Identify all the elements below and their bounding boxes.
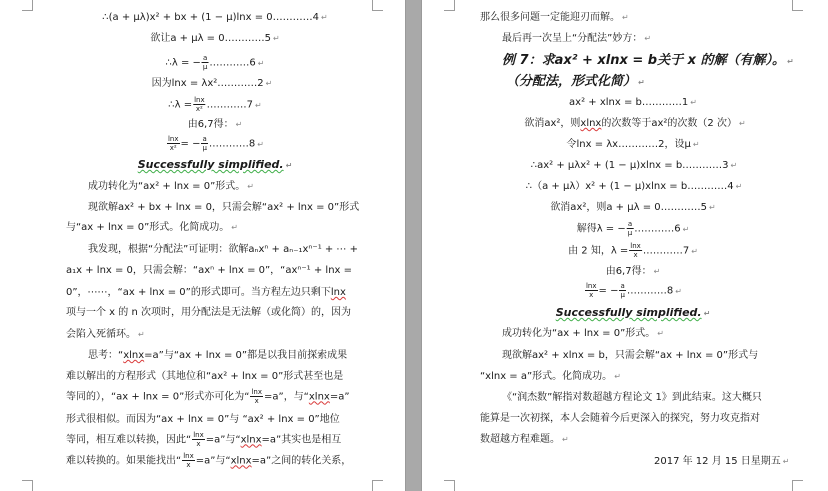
crop-mark-bottom-left (22, 480, 33, 491)
paragraph-line (88, 181, 254, 193)
fraction (202, 54, 208, 71)
paragraph-text: =a”，与“ (264, 391, 309, 403)
fraction-numerator: lnx (251, 388, 262, 396)
paragraph-line (66, 287, 346, 299)
paragraph-line (502, 328, 664, 340)
derive-line (606, 266, 661, 278)
paragraph-text: =a”与“ (195, 455, 231, 467)
paragraph-text: 能算是一次初探，本人会随着今后更深入的探究，努力攻克指对 (480, 413, 760, 424)
paragraph-text: “xlnx = a”形式。化简成功。 (480, 371, 613, 382)
paragraph-line (66, 222, 238, 234)
paragraph-text: =a”与“ax + lnx = 0”都是以我目前探索成果 (144, 350, 348, 361)
fraction (250, 388, 263, 405)
paragraph-text: 现欲解ax² + xlnx = b，只需会解“ax + lnx = 0”形式与 (502, 350, 759, 361)
fraction-numerator: lnx (194, 96, 205, 104)
crop-mark-bottom-right (792, 480, 803, 491)
equation-6-text: ∴λ = − (165, 57, 201, 69)
fraction (629, 242, 642, 259)
fraction-denominator: x (589, 291, 594, 299)
fraction-denominator: μ (620, 291, 625, 299)
fraction (182, 452, 195, 469)
equation-6 (166, 54, 265, 72)
paragraph-text: 成功转化为“ax + lnx = 0”形式。 (502, 328, 656, 339)
paragraph-text: 难以解出的方程形式（其地位和“ax² + lnx = 0”形式甚至也是 (66, 371, 344, 382)
fraction (167, 135, 180, 152)
fraction (192, 431, 205, 448)
equation-8 (166, 135, 264, 153)
crop-mark-top-right (372, 0, 383, 11)
paragraph-mark: ↵ (247, 182, 254, 191)
spellcheck-word: xlnx (580, 118, 602, 129)
paragraph-mark: ↵ (691, 246, 698, 256)
paragraph-line (502, 33, 651, 45)
paragraph-mark: ↵ (692, 140, 700, 149)
fraction-numerator: lnx (183, 452, 194, 460)
paragraph-text: 等同的），“ax + lnx = 0”形式亦可化为“ (66, 391, 250, 403)
equation-3 (531, 160, 737, 172)
paragraph-mark: ↵ (675, 286, 683, 296)
paragraph-mark: ↵ (638, 78, 645, 87)
paragraph-text: 现欲解ax² + bx + lnx = 0，只需会解“ax² + lnx = 0”形式 (88, 202, 360, 213)
fraction-denominator: x (254, 397, 259, 405)
equation-7 (168, 96, 261, 114)
fraction (201, 135, 207, 152)
crop-mark-top-left (22, 0, 33, 11)
paragraph-mark: ↵ (138, 330, 145, 339)
paragraph-text: 欲消ax²，则 (524, 118, 581, 129)
fraction (585, 282, 598, 299)
paragraph-mark: ↵ (782, 457, 790, 466)
paragraph-line (524, 118, 745, 130)
fraction-denominator: x (196, 440, 201, 448)
document-page-left (0, 0, 405, 491)
paragraph-line (88, 244, 358, 256)
crop-mark-top-right (792, 0, 803, 11)
equation-1 (569, 97, 697, 109)
equation-8-number: …………8 (626, 285, 674, 297)
fraction-denominator: μ (202, 63, 208, 71)
paragraph-line (480, 371, 621, 383)
paragraph-mark: ↵ (708, 203, 716, 212)
paragraph-text: =a”其实也是相互 (261, 434, 342, 446)
paragraph-text: a₁x + lnx = 0，只需会解：“axⁿ + lnx = 0”，“axⁿ⁻¹ + lnx = (66, 265, 353, 276)
fraction-numerator: a (627, 220, 633, 228)
paragraph-text: 的次数等于ax²的次数（2 次） (601, 118, 737, 129)
equation-7 (568, 242, 698, 260)
paragraph-text: 会陷入死循环。 (66, 329, 136, 340)
paragraph-text: =a”与“ (205, 434, 241, 446)
example-title (502, 53, 794, 69)
equation-2 (566, 139, 699, 151)
section-heading (138, 159, 293, 171)
equation-8 (584, 282, 682, 300)
paragraph-line (66, 371, 343, 383)
fraction-denominator: μ (627, 229, 633, 237)
spellcheck-word: xlnx (230, 455, 252, 467)
equation-6-number: …………6 (209, 57, 256, 69)
spellcheck-word: xlnx (123, 350, 145, 361)
equation-7-number: …………7 (642, 245, 690, 257)
paragraph-line (480, 413, 760, 425)
paragraph-mark: ↵ (614, 372, 621, 381)
paragraph-text: 成功转化为“ax² + lnx = 0”形式。 (88, 181, 246, 192)
equation-4 (102, 12, 327, 24)
equation-5 (550, 202, 715, 214)
equation-2-text: 因为lnx = λx²…………2 (151, 78, 264, 89)
fraction (627, 220, 633, 237)
example-subtitle-text: （分配法，形式化简） (506, 74, 637, 89)
paragraph-line (88, 350, 347, 362)
example-subtitle (506, 74, 645, 90)
derive-text: 由6,7得： (605, 266, 652, 277)
paragraph-mark: ↵ (730, 161, 738, 170)
paragraph-mark: ↵ (265, 79, 273, 88)
paragraph-mark: ↵ (272, 34, 280, 43)
paragraph-mark: ↵ (690, 98, 697, 107)
crop-mark-top-left (444, 0, 455, 11)
paragraph-mark: ↵ (257, 58, 265, 68)
equation-5-text: 欲消ax²，则a + μλ = 0…………5 (550, 202, 707, 213)
equation-5 (150, 33, 279, 45)
paragraph-line (480, 12, 629, 24)
paragraph-mark: ↵ (787, 57, 794, 66)
heading-text: Successfully simplified. (555, 306, 702, 319)
equation-6 (577, 220, 690, 238)
spellcheck-word: lnx (330, 287, 346, 298)
derive-text: 由6,7得： (187, 119, 234, 130)
fraction-numerator: a (202, 135, 207, 143)
paragraph-line (480, 434, 569, 446)
paragraph-text: 那么很多问题一定能迎刃而解。 (480, 12, 620, 23)
equation-3-text: ∴ax² + μλx² + (1 − μ)xlnx = b…………3 (530, 160, 729, 171)
paragraph-text: 《“润杰数”解指对数超越方程论文 1》到此结束。这大概只 (502, 392, 762, 403)
equation-7-text: 由 2 知，λ = (568, 245, 629, 257)
crop-mark-bottom-left (444, 480, 455, 491)
fraction-denominator: x² (169, 144, 177, 152)
paragraph-mark: ↵ (562, 435, 569, 444)
date-line (654, 456, 790, 468)
paragraph-mark: ↵ (231, 223, 238, 232)
document-page-right (422, 0, 828, 491)
paragraph-text: 最后再一次呈上“分配法”妙方： (502, 33, 643, 44)
paragraph-mark: ↵ (738, 119, 746, 128)
fraction-denominator: x² (195, 105, 203, 113)
fraction-numerator: lnx (630, 242, 641, 250)
paragraph-mark: ↵ (644, 34, 652, 43)
fraction (619, 282, 625, 299)
equation-7-number: …………7 (206, 99, 254, 111)
spellcheck-word: xlnx (308, 391, 330, 403)
equation-8-number: …………8 (208, 138, 256, 150)
equation-6-text: 解得λ = − (576, 223, 626, 235)
heading-text: Successfully simplified. (137, 158, 284, 171)
paragraph-text: 我发现，根据“分配法”可证明：欲解aₙxⁿ + aₙ₋₁xⁿ⁻¹ + ⋯ + (88, 244, 358, 255)
paragraph-mark: ↵ (255, 100, 262, 110)
paragraph-text: 0”，⋯⋯，“ax + lnx = 0”的形式即可。当方程左边只剩下 (66, 287, 331, 298)
paragraph-mark: ↵ (703, 309, 711, 318)
fraction (193, 96, 206, 113)
fraction-denominator: x (186, 461, 191, 469)
fraction-numerator: a (620, 282, 625, 290)
paragraph-text: 数超越方程难题。 (480, 434, 560, 445)
date-text: 2017 年 12 月 15 日星期五 (654, 456, 781, 467)
equation-2-text: 令lnx = λx…………2，设μ (566, 139, 691, 150)
equation-5-text: 欲让a + μλ = 0…………5 (150, 33, 271, 44)
paragraph-text: =a” (329, 391, 350, 403)
paragraph-mark: ↵ (285, 161, 293, 170)
paragraph-mark: ↵ (235, 120, 243, 129)
equation-1-text: ax² + xlnx = b…………1 (569, 97, 689, 108)
fraction-numerator: a (203, 54, 208, 62)
fraction-numerator: lnx (193, 431, 204, 439)
paragraph-mark: ↵ (257, 139, 265, 149)
paragraph-line (66, 265, 352, 277)
crop-mark-bottom-right (372, 480, 383, 491)
equation-8-equals: = − (180, 138, 201, 150)
fraction-numerator: lnx (167, 135, 179, 143)
paragraph-mark: ↵ (682, 224, 690, 234)
paragraph-line (66, 452, 351, 470)
paragraph-line (66, 307, 351, 319)
fraction-denominator: μ (202, 144, 207, 152)
equation-6-number: …………6 (634, 223, 681, 235)
equation-8-equals: = − (598, 285, 619, 297)
paragraph-line (88, 202, 359, 214)
example-title-text: 例 7：求ax² + xlnx = b关于 x 的解（有解）。 (502, 53, 786, 68)
fraction-denominator: x (633, 251, 638, 259)
equation-2 (152, 78, 273, 90)
equation-4 (526, 181, 743, 193)
equation-4-text: ∴（a + μλ）x² + (1 − μ)xlnx = b…………4 (525, 181, 734, 192)
paragraph-mark: ↵ (622, 13, 629, 22)
paragraph-line (66, 431, 341, 449)
paragraph-line (66, 414, 340, 426)
equation-4-text: ∴(a + μλ)x² + bx + (1 − μ)lnx = 0…………4 (102, 12, 320, 23)
paragraph-mark: ↵ (735, 182, 743, 191)
paragraph-mark: ↵ (321, 13, 328, 22)
paragraph-text: 等同，相互难以转换，因此“ (66, 434, 192, 446)
paragraph-line (502, 350, 758, 362)
paragraph-mark: ↵ (657, 329, 664, 338)
paragraph-text: =a”之间的转化关系， (251, 455, 352, 467)
fraction-numerator: lnx (585, 282, 597, 290)
paragraph-mark: ↵ (653, 267, 661, 276)
paragraph-line (502, 392, 762, 404)
paragraph-text: 难以转换的。如果能找出“ (66, 455, 182, 467)
derive-line (188, 119, 243, 131)
section-heading (556, 307, 711, 319)
paragraph-line (66, 388, 350, 406)
paragraph-text: 思考：“ (88, 350, 124, 361)
paragraph-text: 形式很相似。而因为“ax + lnx = 0”与 “ax² + lnx = 0”地位 (66, 414, 340, 425)
paragraph-text: 与“ax + lnx = 0”形式。化简成功。 (66, 222, 230, 233)
equation-7-text: ∴λ = (168, 99, 193, 111)
paragraph-line (66, 329, 145, 341)
paragraph-text: 项与一个 x 的 n 次项时，用分配法是无法解（或化简）的，因为 (66, 307, 351, 318)
spellcheck-word: xlnx (240, 434, 262, 446)
